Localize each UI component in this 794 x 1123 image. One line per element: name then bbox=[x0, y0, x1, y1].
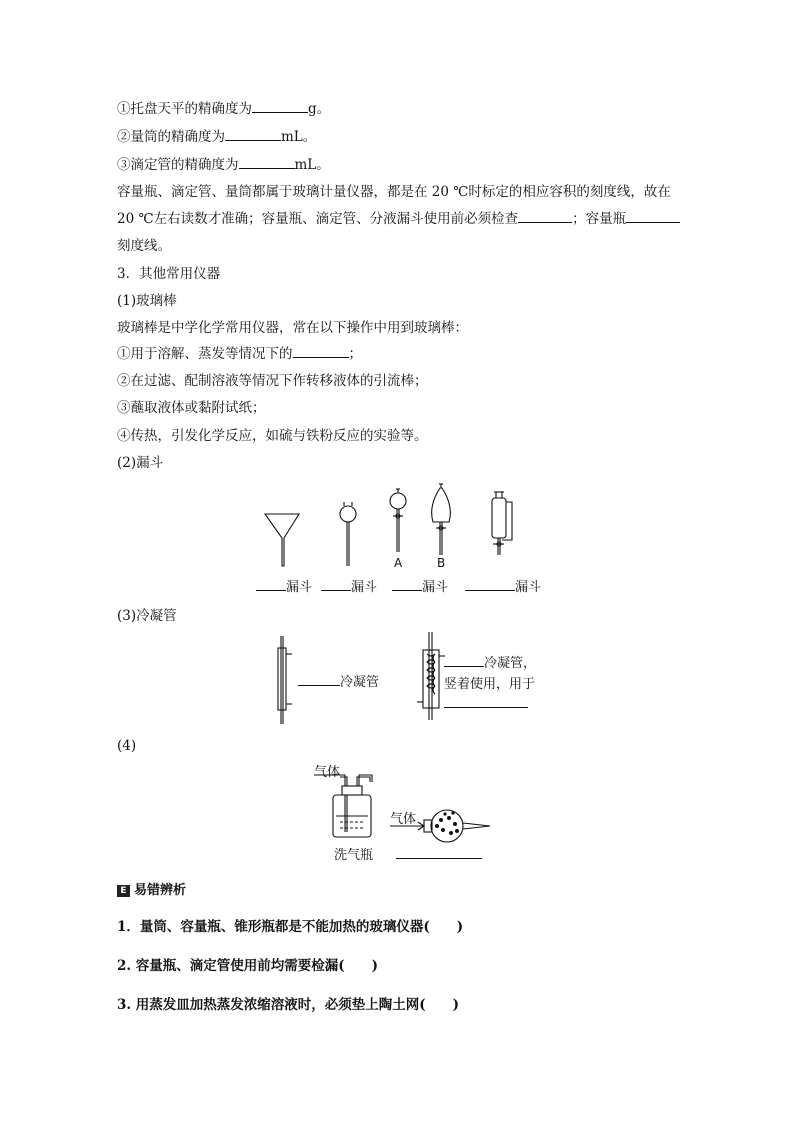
answer-blank[interactable] bbox=[298, 671, 340, 686]
gas-label: 气体 bbox=[390, 812, 417, 827]
text-line: 20 ℃左右读数才准确；容量瓶、滴定管、分液漏斗使用前必须检查 ；容量瓶 bbox=[117, 207, 680, 227]
text-line: ①托盘天平的精确度为 g。 bbox=[117, 97, 330, 117]
condenser-label: 冷凝管 bbox=[298, 671, 379, 690]
section-heading: 3．其他常用仪器 bbox=[117, 266, 221, 282]
paragraph: 玻璃棒是中学化学常用仪器，常在以下操作中用到玻璃棒： bbox=[117, 320, 468, 336]
subsection-heading: (3)冷凝管 bbox=[117, 608, 177, 624]
subsection-heading: (2)漏斗 bbox=[117, 455, 164, 471]
answer-blank[interactable] bbox=[392, 576, 422, 591]
answer-blank[interactable] bbox=[252, 98, 308, 113]
bottle-label: 洗气瓶 bbox=[334, 848, 374, 863]
question-item[interactable]: 1．量筒、容量瓶、锥形瓶都是不能加热的玻璃仪器( ) bbox=[117, 919, 464, 935]
paragraph: 刻度线。 bbox=[117, 238, 171, 254]
answer-blank[interactable] bbox=[444, 693, 528, 708]
condenser-label: 冷凝管， bbox=[444, 652, 536, 671]
text-line: ③滴定管的精确度为 mL。 bbox=[117, 153, 330, 173]
answer-blank[interactable] bbox=[626, 208, 680, 223]
text-line: ①用于溶解、蒸发等情况下的 ； bbox=[117, 342, 362, 362]
text-line: ②量筒的精确度为 mL。 bbox=[117, 125, 316, 145]
error-badge-icon: E bbox=[117, 885, 130, 897]
answer-blank[interactable] bbox=[293, 343, 349, 358]
funnel-label: 漏斗 bbox=[465, 576, 541, 595]
answer-blank[interactable] bbox=[444, 652, 484, 667]
question-item[interactable]: 3. 用蒸发皿加热蒸发浓缩溶液时，必须垫上陶土网( ) bbox=[117, 997, 460, 1013]
list-item: ④传热，引发化学反应，如硫与铁粉反应的实验等。 bbox=[117, 428, 428, 444]
error-section-title: E 易错辨析 bbox=[117, 879, 186, 898]
subsection-heading: (1)玻璃棒 bbox=[117, 293, 177, 309]
label-b: B bbox=[437, 556, 446, 570]
list-item: ③蘸取液体或黏附试纸； bbox=[117, 400, 266, 416]
label-a: A bbox=[394, 556, 403, 570]
funnel-label: 漏斗 bbox=[392, 576, 448, 595]
list-item: ②在过滤、配制溶液等情况下作转移液体的引流棒； bbox=[117, 373, 428, 389]
answer-blank[interactable] bbox=[321, 576, 351, 591]
answer-blank[interactable] bbox=[396, 844, 482, 859]
funnel-label: 漏斗 bbox=[256, 576, 312, 595]
condenser-blank bbox=[444, 693, 528, 712]
funnel-label: 漏斗 bbox=[321, 576, 377, 595]
answer-blank[interactable] bbox=[465, 576, 515, 591]
gas-label: 气体 bbox=[314, 765, 341, 780]
question-item[interactable]: 2. 容量瓶、滴定管使用前均需要检漏( ) bbox=[117, 958, 379, 974]
drying-tube-blank bbox=[396, 844, 482, 863]
condenser-usage: 竖着使用，用于 bbox=[444, 677, 536, 692]
paragraph: 容量瓶、滴定管、量筒都属于玻璃计量仪器，都是在 20 ℃时标定的相应容积的刻度线，故在 bbox=[117, 184, 671, 200]
answer-blank[interactable] bbox=[239, 154, 295, 169]
answer-blank[interactable] bbox=[256, 576, 286, 591]
answer-blank[interactable] bbox=[225, 126, 281, 141]
answer-blank[interactable] bbox=[518, 208, 572, 223]
subsection-heading: (4) bbox=[117, 738, 137, 754]
